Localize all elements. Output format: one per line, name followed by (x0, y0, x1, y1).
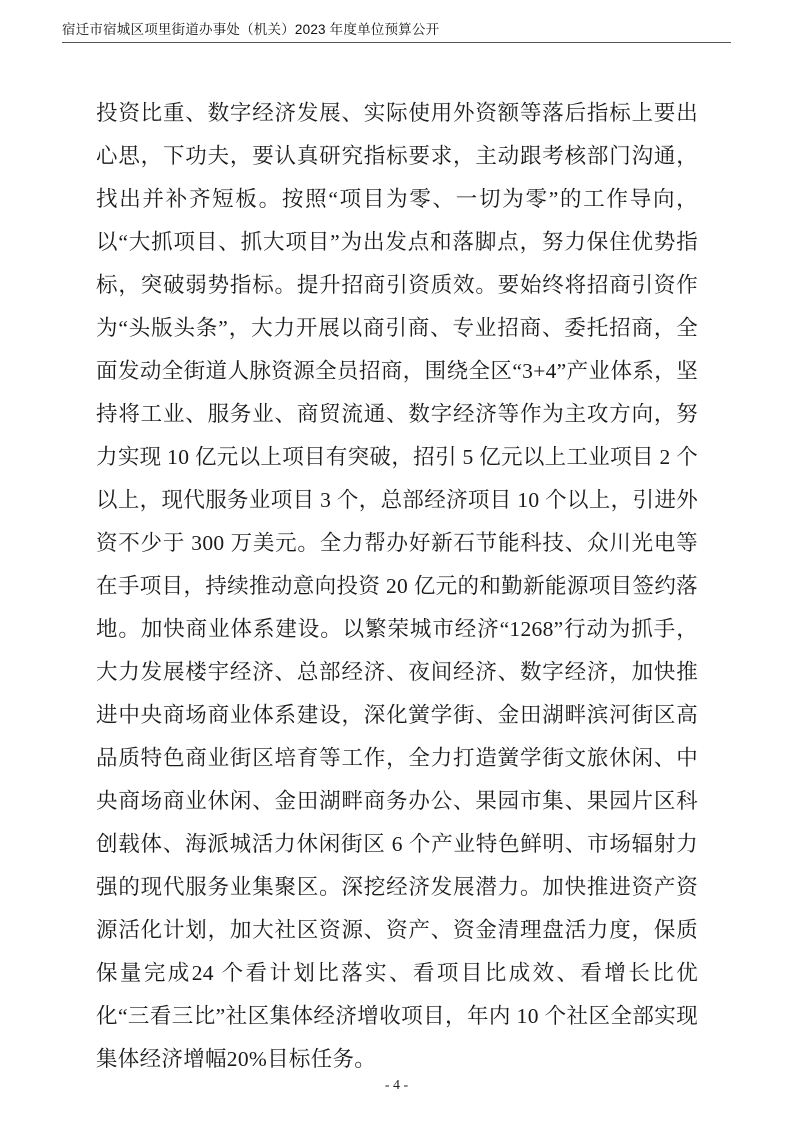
header-divider (62, 42, 731, 43)
document-body (96, 92, 698, 1081)
page-number: - 4 - (384, 1078, 409, 1093)
page-header (62, 18, 731, 48)
header-title: 宿迁市宿城区项里街道办事处（机关）2023 年度单位预算公开 (62, 22, 440, 37)
body-paragraph: 投资比重、数字经济发展、实际使用外资额等落后指标上要出心思，下功夫，要认真研究指标要求，主动跟考核部门沟通，找出并补齐短板。按照“项目为零、一切为零”的工作导向，以“大抓项目、抓大项目”为出发点和落脚点，努力保住优势指标，突破弱势指标。提升招商引资质效。要始终将招商引资作为“头版头条”，大力开展以商引商、专业招商、委托招商，全面发动全街道人脉资源全员招商，围绕全区“3+4”产业体系，坚持将工业、服务业、商贸流通、数字经济等作为主攻方向，努力实现 10 亿元以上项目有突破，招引 5 亿元以上工业项目 2 个以上，现代服务业项目 3 个，总部经济项目 10 个以上，引进外资不少于 300 万美元。全力帮办好新石节能科技、众川光电等在手项目，持续推动意向投资 20 亿元的和勤新能源项目签约落地。加快商业体系建设。以繁荣城市经济“1268”行动为抓手，大力发展楼宇经济、总部经济、夜间经济、数字经济，加快推进中央商场商业体系建设，深化黉学街、金田湖畔滨河街区高品质特色商业街区培育等工作，全力打造黉学街文旅休闲、中央商场商业休闲、金田湖畔商务办公、果园市集、果园片区科创载体、海派城活力休闲街区 6 个产业特色鲜明、市场辐射力强的现代服务业集聚区。深挖经济发展潜力。加快推进资产资源活化计划，加大社区资源、资产、资金清理盘活力度，保质保量完成24 个看计划比落实、看项目比成效、看增长比优化“三看三比”社区集体经济增收项目，年内 10 个社区全部实现集体经济增幅20%目标任务。 (96, 101, 698, 1071)
